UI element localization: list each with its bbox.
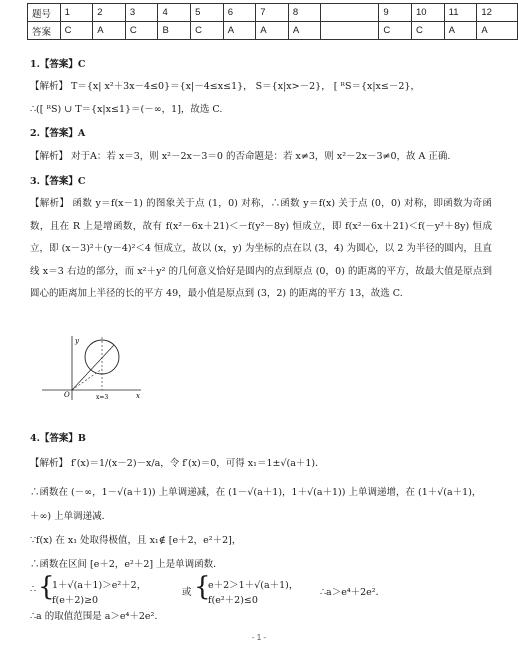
table-cell: 4 [158, 4, 191, 22]
table-cell: 12 [477, 4, 518, 22]
table-cell [321, 22, 379, 40]
origin-label: O [64, 391, 70, 399]
q1-analysis: 【解析】 T＝{x| x²＋3x－4≤0}＝{x|－4≤x≤1}， S＝{x|x>－2}， [ ᴿS＝{x|x≤－2}， [30, 81, 420, 92]
q4-line5: ∴函数在区间 [e＋2，e²＋2] 上是单调函数． [30, 559, 223, 570]
table-cell: B [158, 22, 191, 40]
sys1-second: f(e＋2)≥0 [52, 595, 99, 606]
table-cell: C [60, 22, 93, 40]
answer-table [27, 3, 518, 40]
table-cell: 2 [93, 4, 126, 22]
table-cell: C [379, 22, 412, 40]
table-cell: A [288, 22, 321, 40]
table-cell: 5 [191, 4, 224, 22]
table-cell: 8 [288, 4, 321, 22]
table-row-answers [28, 22, 518, 40]
y-axis-label: y [75, 337, 79, 345]
x-axis-label: x [136, 392, 140, 400]
q4-system: ∴ { 1＋√(a＋1)＞e²＋2， f(e＋2)≥0 或 { e＋2＞1＋√(a＋1)， f(e²＋2)≤0 ∴a＞e⁴＋2e²． [30, 572, 386, 606]
table-cell: C [125, 22, 158, 40]
q1-conclusion: ∴([ ᴿS) ∪ T＝{x|x≤1}＝(－∞，1]，故选 C. [30, 104, 223, 115]
sys1-first: 1＋√(a＋1)＞e²＋2， [52, 580, 147, 591]
table-cell: C [191, 22, 224, 40]
table-cell: 1 [60, 4, 93, 22]
ray-min [72, 369, 102, 390]
sys2-first: e＋2＞1＋√(a＋1)， [208, 580, 299, 591]
q4-line6: ∴a 的取值范围是 a＞e⁴＋2e². [30, 611, 158, 622]
page-number: - 1 - [251, 633, 267, 642]
table-cell [321, 4, 379, 22]
table-cell: 11 [444, 4, 477, 22]
q2-analysis: 【解析】 对于A：若 x＝3，则 x²－2x－3＝0 的否命题是：若 x≠3，则 x²－2x－3≠0，故 A 正确. [30, 151, 451, 162]
q2-heading: 2.【答案】A [30, 128, 86, 139]
q4-line3: ＋∞) 上单调递减． [30, 511, 112, 522]
sys2-second: f(e²＋2)≤0 [208, 595, 258, 606]
q3-figure [36, 333, 146, 403]
table-cell: A [223, 22, 256, 40]
q4-line4: ∵f(x) 在 x₁ 处取得极值，且 x₁∉ [e＋2，e²＋2]， [30, 535, 242, 546]
q4-line2: ∴函数在 (－∞，1－√(a＋1)) 上单调递减，在 (1－√(a＋1)，1＋√(a＋1)) 上单调递增，在 (1＋√(a＋1)， [30, 487, 482, 498]
table-cell: A [444, 22, 477, 40]
table-answer-label: 答案 [28, 22, 61, 40]
table-cell: A [477, 22, 518, 40]
table-cell: 10 [411, 4, 444, 22]
sys-or: 或 [182, 587, 192, 598]
table-cell: 6 [223, 4, 256, 22]
table-header-label: 题号 [28, 4, 61, 22]
table-cell: 7 [256, 4, 289, 22]
q3-heading: 3.【答案】C [30, 176, 86, 187]
table-cell: 3 [125, 4, 158, 22]
q3-analysis: 【解析】 函数 y＝f(x－1) 的图象关于点 (1，0) 对称，∴函数 y＝f(x) 关于点 (0，0) 对称，即函数为奇函数，且在 R 上是增函数，故有 f(x²－6x＋21)＜－f(y²－8y) 恒成立，即 f(x²－6x＋21)＜f(－y²＋8y) 恒成立，即 (x－3)²＋(y－4)²＜4 恒成立，故以 (x，y) 为坐标的点在以 (3，4) 为圆心，以 2 为半径的圆内，且直线 x＝3 右边的部分，而 x²＋y² 的几何意义恰好是圆内的点到原点 (0，0) 的距离的平方，故最大值是原点到圆心的距离加上半径的长的平方 49，最小值是原点到 (3，2) 的距离的平方 13，故选 C. [30, 198, 492, 299]
sys-result: ∴a＞e⁴＋2e²． [320, 587, 386, 598]
table-cell: A [256, 22, 289, 40]
table-row-numbers [28, 4, 518, 22]
table-cell: 9 [379, 4, 412, 22]
ray-max [72, 345, 114, 390]
table-cell: C [411, 22, 444, 40]
q1-heading: 1.【答案】C [30, 59, 86, 70]
line-label: x=3 [96, 394, 109, 401]
q4-heading: 4.【答案】B [30, 433, 86, 444]
table-cell: A [93, 22, 126, 40]
q4-line1: 【解析】 f′(x)＝1/(x－2)－x/a，令 f′(x)＝0，可得 x₁＝1±√(a＋1)． [30, 458, 325, 469]
